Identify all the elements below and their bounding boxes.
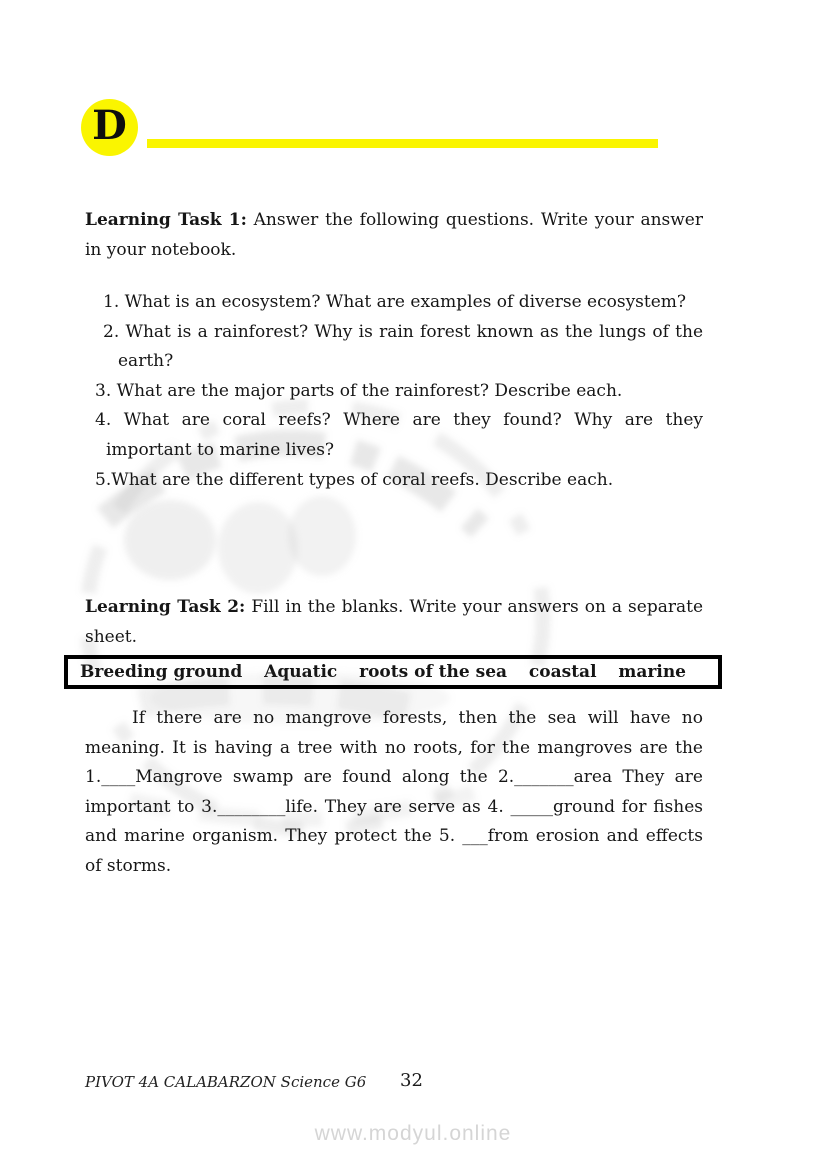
word-bank-item: coastal xyxy=(528,662,597,682)
word-bank-item: Aquatic xyxy=(264,662,338,682)
word-bank-item: marine xyxy=(618,662,686,682)
word-bank-item: Breeding ground xyxy=(80,662,243,682)
task2-label: Learning Task 2: xyxy=(85,597,246,617)
question-item: 3. What are the major parts of the rainforest? Describe each. xyxy=(95,380,623,401)
section-letter: D xyxy=(92,102,127,149)
question-item: 4. What are coral reefs? Where are they found? Why are they important to marine lives? xyxy=(95,410,703,460)
task1-instructions-text: Answer the following questions. Write your answer in your notebook. xyxy=(85,210,703,260)
task1-label: Learning Task 1: xyxy=(85,210,247,230)
fill-in-paragraph: If there are no mangrove forests, then the sea will have no meaning. It is having a tree with no roots, for the mangroves are the 1.____Mangrove swamp are found along the 2._______area They are important to 3.________life. They are serve as 4. _____ground for fishes and marine organism. They protect the 5. ___from erosion and effects of storms. xyxy=(85,708,703,876)
section-marker xyxy=(81,99,138,156)
task2-instructions-text: Fill in the blanks. Write your answers on a separate sheet. xyxy=(85,597,703,647)
page-number: 32 xyxy=(400,1070,423,1091)
site-watermark: www.modyul.online xyxy=(314,1122,512,1145)
question-item: 5.What are the different types of coral reefs. Describe each. xyxy=(95,469,614,490)
divider-line xyxy=(147,139,658,148)
question-list xyxy=(85,288,703,495)
footer-book-title: PIVOT 4A CALABARZON Science G6 xyxy=(85,1073,367,1091)
word-bank xyxy=(64,655,722,689)
task1-instructions xyxy=(85,206,703,265)
question-item: 1. What is an ecosystem? What are examples of diverse ecosystem? xyxy=(103,292,687,312)
task2-instructions xyxy=(85,593,703,652)
word-bank-item: roots of the sea xyxy=(359,662,508,682)
question-item: 2. What is a rainforest? Why is rain forest known as the lungs of the earth? xyxy=(103,321,703,372)
